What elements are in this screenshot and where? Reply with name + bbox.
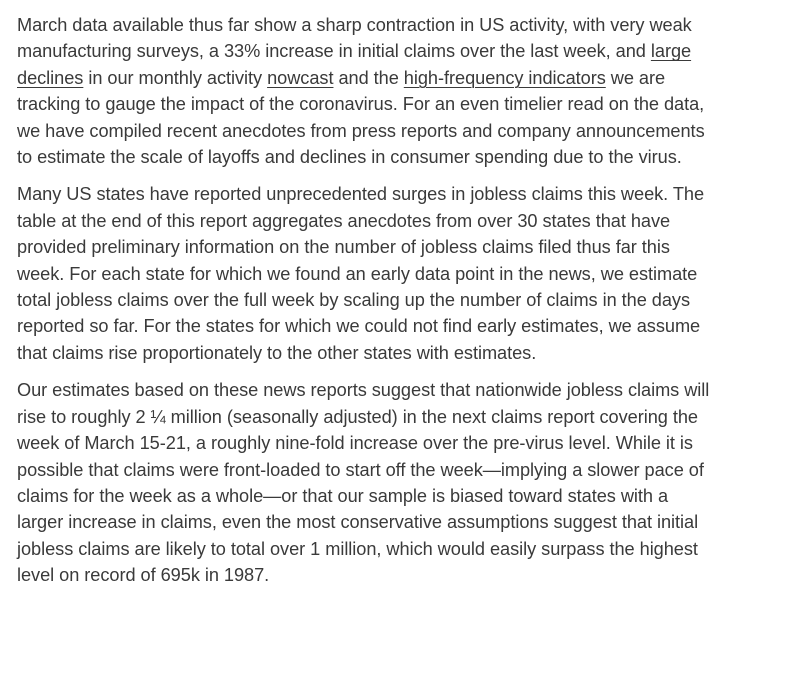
- text-segment: we have compiled recent anecdotes from press reports and company announcements: [17, 120, 705, 141]
- text-segment: claims for the week as a whole—or that our sample is biased toward states with a: [17, 485, 669, 506]
- link-declines[interactable]: declines: [17, 67, 84, 88]
- text-segment: tracking to gauge the impact of the coronavirus. For an even timelier read on the data,: [17, 94, 705, 115]
- paragraph-3: [17, 377, 797, 588]
- link-large[interactable]: large: [650, 41, 692, 62]
- paragraph-1: [17, 12, 797, 170]
- text-segment: larger increase in claims, even the most conservative assumptions suggest that initial: [17, 512, 699, 533]
- text-segment: Our estimates based on these news reports suggest that nationwide jobless claims will: [17, 380, 710, 401]
- text-segment: provided preliminary information on the number of jobless claims filed thus far this: [17, 237, 670, 258]
- text-line: [17, 144, 797, 170]
- text-line: [17, 457, 797, 483]
- text-segment: manufacturing surveys, a 33% increase in initial claims over the last week, and: [17, 41, 651, 62]
- text-segment: rise to roughly 2 ¼ million (seasonally adjusted) in the next claims report covering the: [17, 406, 698, 427]
- text-line: [17, 287, 797, 313]
- text-line: [17, 430, 797, 456]
- text-line: [17, 377, 797, 403]
- text-segment: total jobless claims over the full week by scaling up the number of claims in the days: [17, 290, 691, 311]
- link-nowcast[interactable]: nowcast: [267, 67, 334, 88]
- document-body: [17, 12, 797, 600]
- text-line: [17, 536, 797, 562]
- link-high-frequency-indicators[interactable]: high-frequency indicators: [403, 67, 606, 88]
- text-segment: level on record of 695k in 1987.: [17, 565, 270, 586]
- text-line: [17, 208, 797, 234]
- text-segment: March data available thus far show a sharp contraction in US activity, with very weak: [17, 15, 692, 35]
- text-segment: and the: [333, 67, 404, 88]
- text-segment: in our monthly activity: [83, 67, 268, 88]
- text-segment: to estimate the scale of layoffs and declines in consumer spending due to the virus.: [17, 147, 682, 168]
- text-segment: Many US states have reported unprecedented surges in jobless claims this week. The: [17, 184, 705, 205]
- text-line: [17, 509, 797, 535]
- text-line: [17, 313, 797, 339]
- text-line: [17, 118, 797, 144]
- text-segment: jobless claims are likely to total over 1 million, which would easily surpass the highest: [17, 538, 698, 559]
- text-line: [17, 12, 797, 38]
- text-segment: table at the end of this report aggregates anecdotes from over 30 states that have: [17, 210, 671, 231]
- text-segment: week of March 15-21, a roughly nine-fold increase over the pre-virus level. While it is: [17, 433, 693, 454]
- text-segment: that claims rise proportionately to the other states with estimates.: [17, 342, 537, 363]
- text-line: [17, 562, 797, 588]
- text-line: [17, 91, 797, 117]
- paragraph-2: [17, 181, 797, 366]
- text-line: [17, 181, 797, 207]
- text-segment: possible that claims were front-loaded to start off the week—implying a slower pace of: [17, 459, 704, 480]
- text-line: [17, 261, 797, 287]
- text-line: [17, 38, 797, 64]
- text-segment: week. For each state for which we found an early data point in the news, we estimate: [17, 263, 698, 284]
- text-line: [17, 340, 797, 366]
- text-line: [17, 234, 797, 260]
- text-line: [17, 404, 797, 430]
- text-segment: we are: [605, 67, 666, 88]
- text-line: [17, 65, 797, 91]
- text-segment: reported so far. For the states for which we could not find early estimates, we assume: [17, 316, 701, 337]
- text-line: [17, 483, 797, 509]
